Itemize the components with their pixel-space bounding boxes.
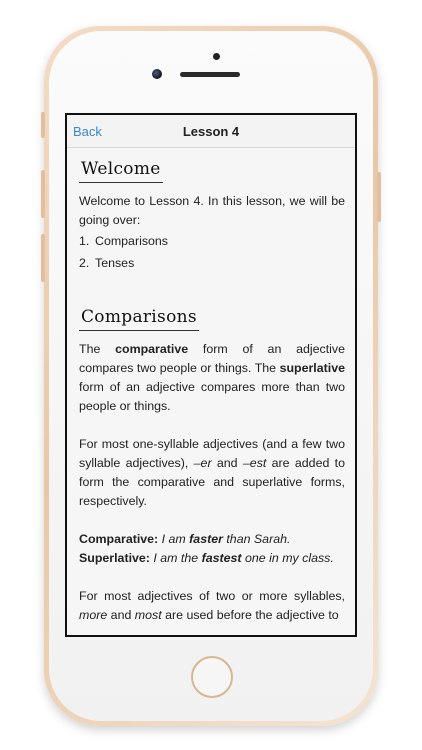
text-run: are used before the adjective to <box>161 608 339 622</box>
text-run: and <box>211 456 243 470</box>
navigation-bar <box>67 115 355 148</box>
comparisons-paragraph-1 <box>79 340 345 416</box>
list-item-number: 1. <box>79 234 90 248</box>
example-comparative <box>79 530 345 549</box>
welcome-heading: Welcome <box>79 160 163 183</box>
text-run: form of an adjective compares two people or things. The <box>79 342 345 375</box>
word-more: more <box>79 608 108 622</box>
volume-down-button <box>41 234 45 282</box>
page-title: Lesson 4 <box>182 124 240 139</box>
list-item-label: Tenses <box>95 256 135 270</box>
comparisons-paragraph-2 <box>79 435 345 511</box>
suffix-er: –er <box>193 456 212 470</box>
example-superlative <box>79 549 345 568</box>
list-item-number: 2. <box>79 256 90 270</box>
app-view <box>67 115 355 635</box>
text-run: The <box>79 342 116 356</box>
phone-screen <box>65 113 357 637</box>
text-run: form of an adjective compares more than two people or things. <box>79 380 345 413</box>
back-button[interactable]: Back <box>73 124 102 139</box>
example-label: Comparative: <box>79 532 159 546</box>
list-item <box>79 254 345 273</box>
topic-list <box>79 232 345 273</box>
comparisons-paragraph-3 <box>79 587 345 625</box>
power-button <box>377 172 381 222</box>
comparisons-heading: Comparisons <box>79 308 199 331</box>
term-comparative: comparative <box>115 342 189 356</box>
example-keyword: faster <box>189 532 223 546</box>
text-run: I am <box>158 532 190 546</box>
home-button[interactable] <box>191 656 233 698</box>
text-run: and <box>107 608 135 622</box>
lesson-content[interactable] <box>67 148 355 625</box>
mute-switch <box>41 112 45 138</box>
text-run: are added to form the comparative and superlative forms, respectively. <box>79 456 346 508</box>
text-run: than Sarah. <box>222 532 291 546</box>
text-run: I am the <box>149 551 202 565</box>
text-run: For most one-syllable adjectives (and a few two syllable adjectives), <box>79 437 345 470</box>
proximity-sensor <box>213 53 220 60</box>
text-run: For most adjectives of two or more syllables, <box>79 589 345 603</box>
text-run: one in my class. <box>241 551 334 565</box>
example-keyword: fastest <box>201 551 242 565</box>
list-item-label: Comparisons <box>95 234 168 248</box>
welcome-intro: Welcome to Lesson 4. In this lesson, we will be going over: <box>79 194 345 227</box>
example-label: Superlative: <box>79 551 150 565</box>
volume-up-button <box>41 170 45 218</box>
term-superlative: superlative <box>279 361 345 375</box>
suffix-est: –est <box>242 456 267 470</box>
front-camera-icon <box>152 69 162 79</box>
word-most: most <box>134 608 162 622</box>
earpiece-speaker <box>180 72 240 77</box>
list-item <box>79 232 345 251</box>
